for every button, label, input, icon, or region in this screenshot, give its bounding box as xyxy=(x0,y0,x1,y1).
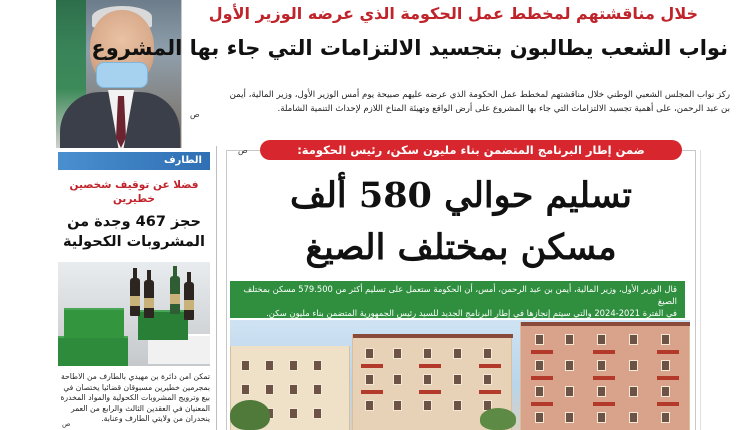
top-story-kicker: خلال مناقشتهم لمخطط عمل الحكومة الذي عرضه الوزير الأول xyxy=(208,4,698,23)
left-story-paragraph: تمكن امن دائرة بن مهيدي بالطارف من الاطاحة بمجرمين خطيرين مسبوقان قضائيا يختصان في بيع وترويج المشروبات الكحولية والمواد المخدرة المعنيان في العقدين الثالث والرابع من العمر ينحدران من ولايتي الطارف وعنابة. xyxy=(60,372,210,424)
main-story-headline xyxy=(226,170,696,274)
top-story-paragraph xyxy=(210,88,730,116)
seized-bottles-photo xyxy=(58,262,210,366)
main-story-summary xyxy=(230,281,685,318)
official-portrait-photo xyxy=(56,0,182,148)
page-edge-rule xyxy=(700,150,701,430)
main-story-page-tag: ص xyxy=(238,146,248,155)
section-label-eltarf: الطارف xyxy=(58,152,210,170)
column-divider xyxy=(216,146,217,430)
left-story-page-tag: ص xyxy=(62,420,71,428)
residential-buildings-photo xyxy=(230,320,690,430)
left-story-headline: حجز 467 وجدة من المشروبات الكحولية xyxy=(63,214,205,250)
main-headline-line: مسكن بمختلف الصيغ xyxy=(305,227,617,268)
top-story-headline: نواب الشعب يطالبون بتجسيد الالتزامات التي جاء بها المشروع xyxy=(91,36,728,60)
main-summary-line: في الفترة 2021-2024 والتي سيتم إنجازها في إطار البرنامج الجديد للسيد رئيس الجمهورية المتضمن بناء مليون سكن. xyxy=(266,308,677,318)
top-story-paragraph-line: بن عبد الرحمن، على أهمية تجسيد الالتزامات التي جاء بها المشروع على أرض الواقع وتهيئة المناخ اللازم لإحداث التنمية الشاملة. xyxy=(277,104,730,114)
main-headline-line: تسليم حوالي 580 ألف xyxy=(290,175,632,216)
top-story-paragraph-line: ركز نواب المجلس الشعبي الوطني خلال مناقشتهم لمخطط عمل الحكومة الذي عرضه عليهم صبيحة يوم أمس الوزير الأول، وزير المالية، أيمن xyxy=(229,90,730,100)
main-summary-line: قال الوزير الأول، وزير المالية، أيمن بن عبد الرحمن، أمس، أن الحكومة ستعمل على تسليم أكثر من 579.500 مسكن بمختلف الصيغ xyxy=(243,284,677,306)
top-story-page-tag: ص xyxy=(190,110,200,119)
left-story-kicker: فضلا عن توقيف شخصين خطيرين xyxy=(69,179,199,205)
main-story-banner: ضمن إطار البرنامج المتضمن بناء مليون سكن، رئيس الحكومة: xyxy=(260,140,682,160)
